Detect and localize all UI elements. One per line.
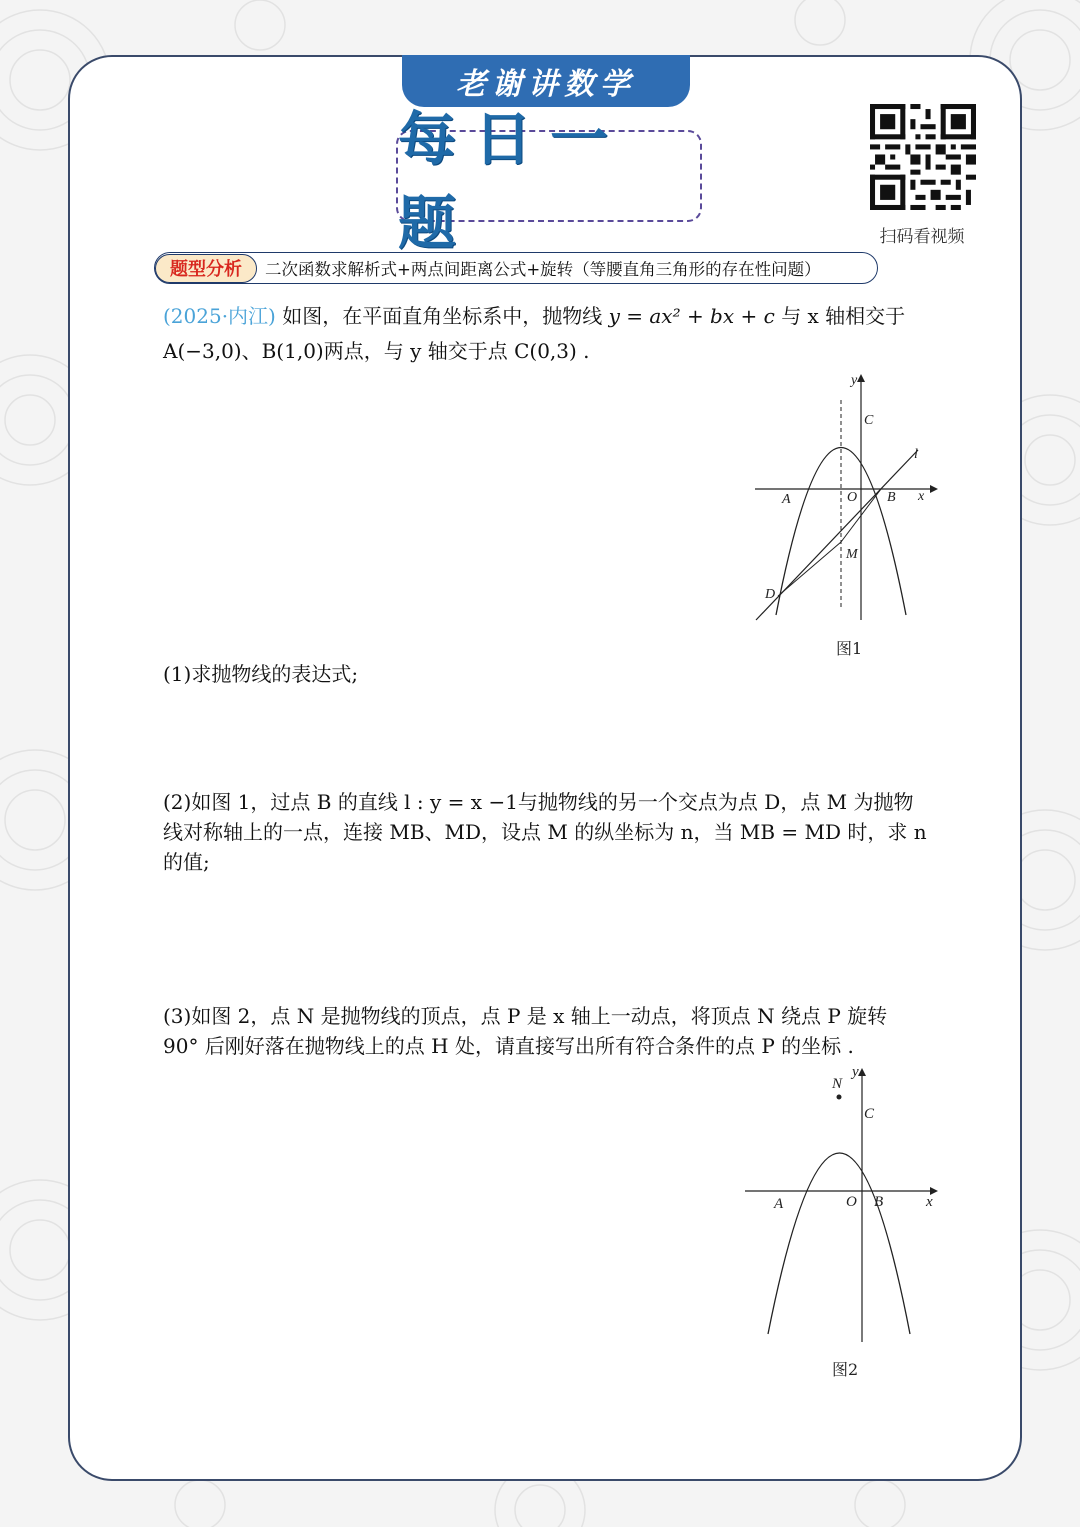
fig2-y-arrow — [858, 1068, 866, 1076]
analysis-text: 二次函数求解析式+两点间距离公式+旋转（等腰直角三角形的存在性问题） — [265, 260, 821, 279]
problem-intro-text-1: 如图，在平面直角坐标系中，抛物线 — [282, 304, 603, 328]
fig1-label-o: O — [847, 490, 858, 505]
title-box — [396, 105, 702, 257]
figure-1 — [750, 370, 940, 625]
brand-header: 老谢讲数学 — [402, 55, 690, 107]
fig1-label-l: l — [914, 447, 918, 462]
problem-source: (2025·内江) — [163, 304, 276, 328]
fig1-label-b: B — [887, 490, 896, 505]
fig1-label-m: M — [846, 547, 858, 562]
figure-2-caption: 图2 — [832, 1360, 859, 1379]
question-2-line-2: 线对称轴上的一点，连接 MB、MD，设点 M 的纵坐标为 n，当 MB = MD 时，求 n — [163, 820, 927, 844]
fig1-label-x: x — [918, 489, 925, 504]
fig2-parabola — [768, 1153, 910, 1334]
fig2-vertex-point — [837, 1095, 842, 1100]
fig1-label-y: y — [851, 373, 858, 388]
question-1: (1)求抛物线的表达式; — [163, 662, 359, 686]
question-3-line-2: 90° 后刚好落在抛物线上的点 H 处，请直接写出所有符合条件的点 P 的坐标 . — [163, 1034, 854, 1058]
problem-intro-text-2: 与 x 轴相交于 — [781, 304, 906, 328]
fig2-label-b: B — [874, 1194, 884, 1210]
fig2-label-x: x — [926, 1194, 933, 1210]
question-2-line-3: 的值; — [163, 850, 210, 874]
fig2-label-a: A — [774, 1196, 784, 1212]
fig1-y-arrow — [857, 374, 865, 382]
problem-intro — [163, 302, 905, 330]
fig1-label-c: C — [864, 413, 874, 428]
figure-2 — [740, 1062, 945, 1347]
question-2-line-1: (2)如图 1，过点 B 的直线 l : y = x −1与抛物线的另一个交点为点 D，点 M 为抛物 — [163, 790, 914, 814]
fig1-label-d: D — [765, 587, 776, 602]
analysis-label: 题型分析 — [155, 254, 257, 283]
fig1-x-arrow — [930, 485, 938, 493]
fig2-label-y: y — [852, 1064, 859, 1080]
figure-1-caption: 图1 — [836, 639, 863, 658]
fig1-segment-md — [778, 542, 841, 596]
fig1-label-a: A — [782, 492, 791, 507]
fig2-label-n: N — [832, 1076, 843, 1092]
qr-code-icon[interactable] — [870, 104, 976, 210]
problem-equation: y = ax² + bx + c — [608, 304, 775, 328]
fig2-label-c: C — [864, 1106, 875, 1122]
problem-points: A(−3,0)、B(1,0)两点，与 y 轴交于点 C(0,3) . — [163, 339, 590, 363]
analysis-bar — [154, 252, 878, 284]
fig2-label-o: O — [846, 1194, 857, 1210]
page-title: 每日一题 — [398, 105, 627, 257]
qr-caption: 扫码看视频 — [879, 227, 965, 247]
question-3-line-1: (3)如图 2，点 N 是抛物线的顶点，点 P 是 x 轴上一动点，将顶点 N 绕点 P 旋转 — [163, 1004, 888, 1028]
